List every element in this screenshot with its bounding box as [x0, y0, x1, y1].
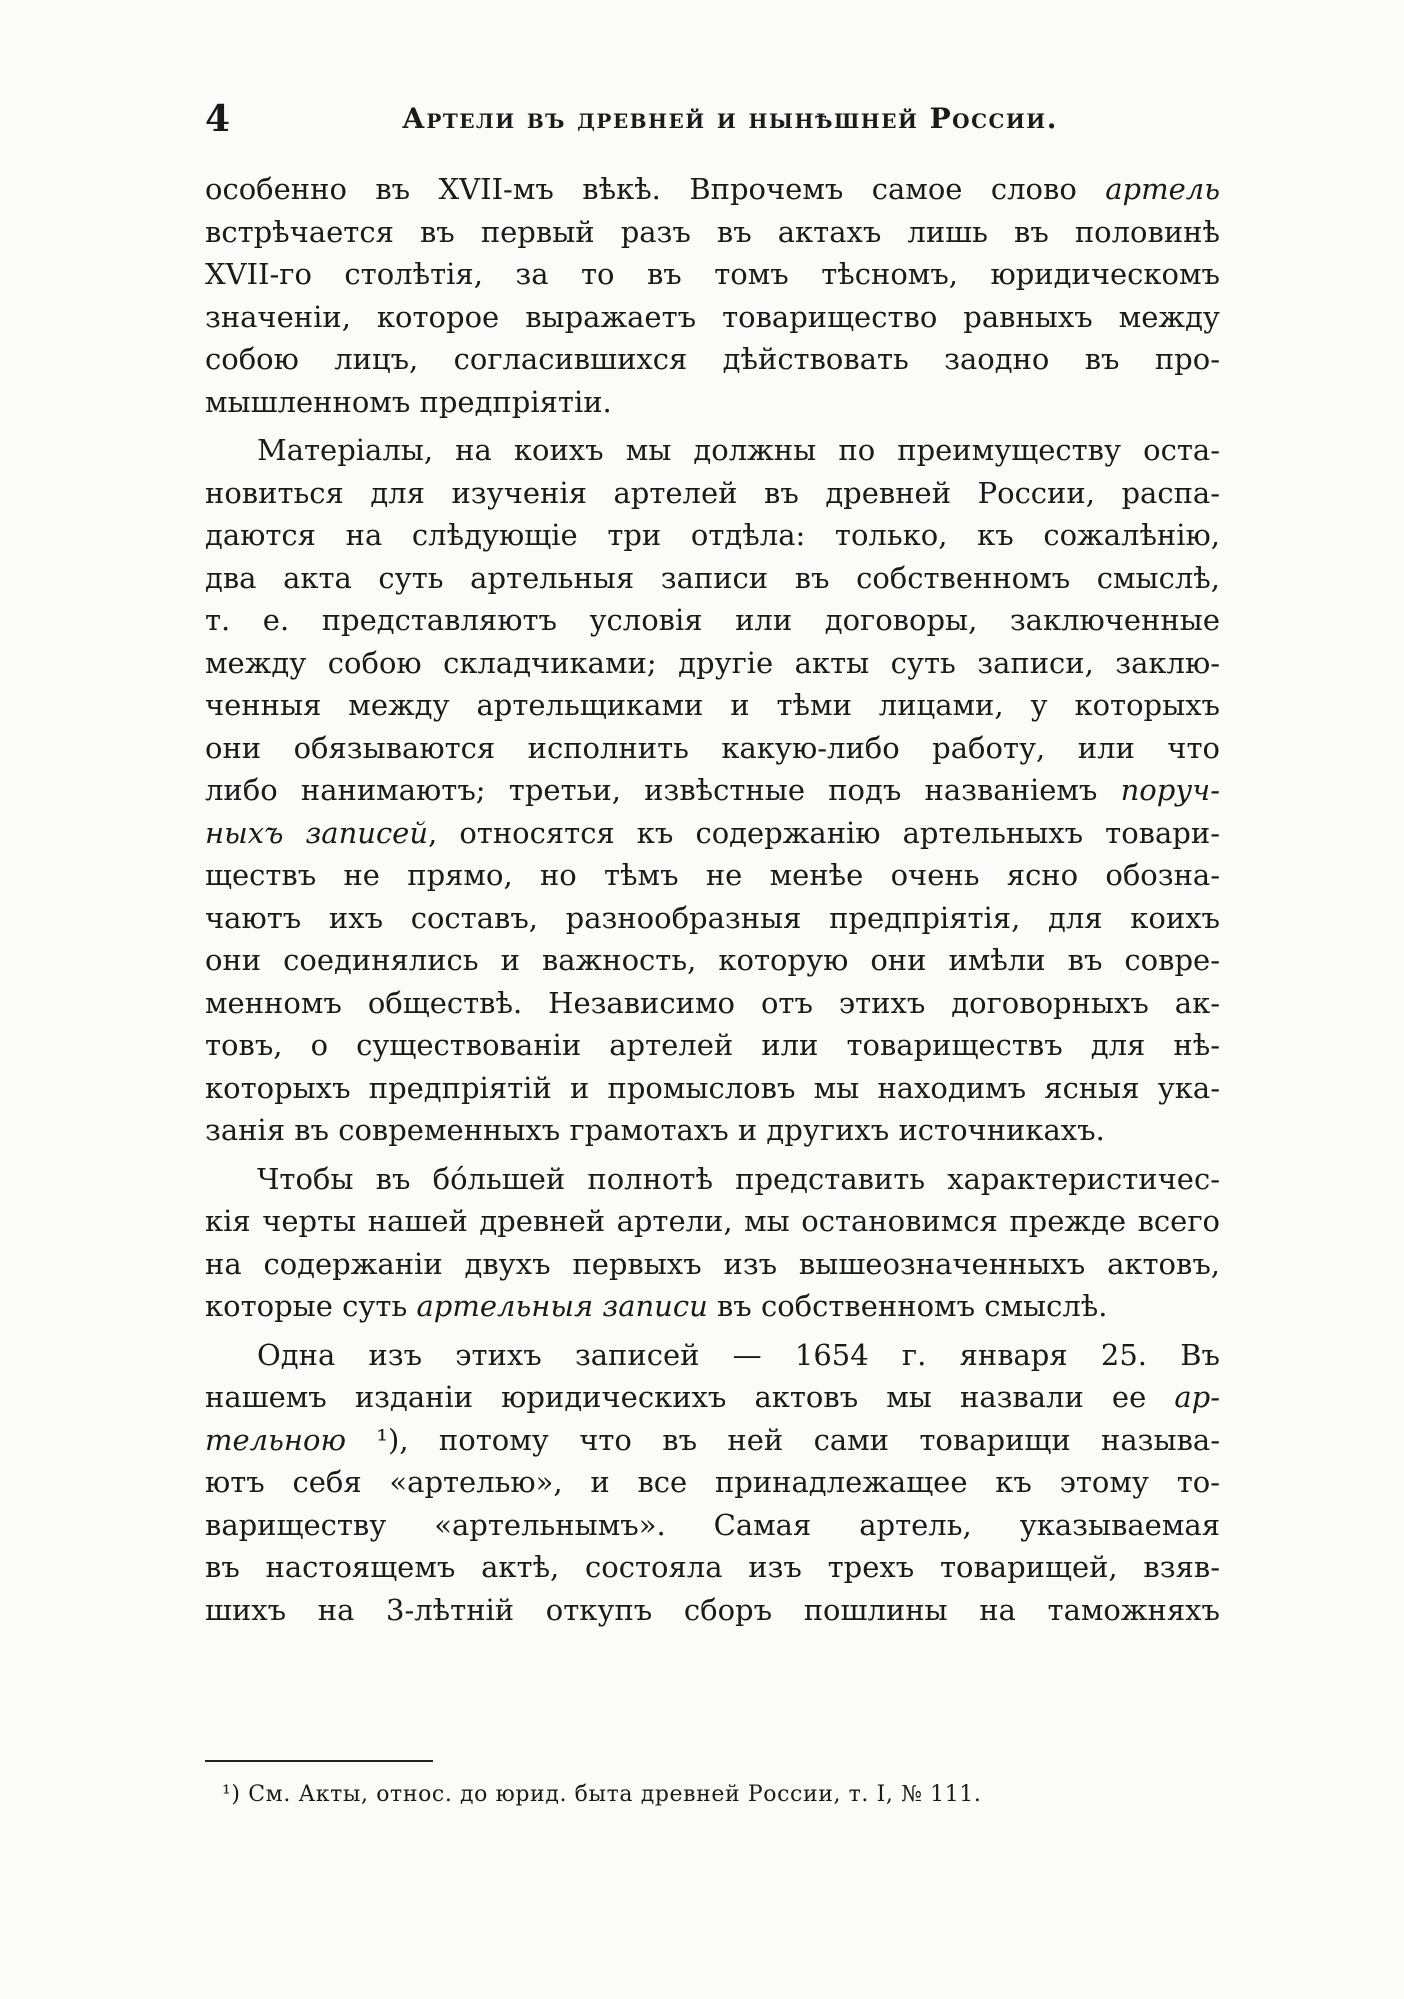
text-span: менномъ обществѣ. Независимо отъ этихъ договорныхъ ак-: [205, 985, 1220, 1020]
text-line: [205, 854, 1220, 897]
paragraph: [205, 429, 1220, 1152]
text-span: шихъ на 3-лѣтній откупъ сборъ пошлины на таможняхъ: [205, 1592, 1220, 1627]
text-span: особенно въ XVII-мъ вѣкѣ. Впрочемъ самое слово: [205, 172, 1106, 206]
text-span: Одна изъ этихъ записей — 1654 г. января 25. Въ: [257, 1337, 1220, 1372]
text-line: [205, 1376, 1220, 1419]
text-line: [205, 1200, 1220, 1243]
text-line: [205, 557, 1220, 600]
text-span: вариществу «артельнымъ». Самая артель, указываемая: [205, 1507, 1220, 1542]
text-span: , относятся къ содержанію артельныхъ товари-: [428, 815, 1220, 850]
text-span: значеніи, которое выражаетъ товарищество равныхъ между: [205, 299, 1220, 334]
text-line: [205, 684, 1220, 727]
italic-span: тельною: [205, 1422, 347, 1457]
text-line: [205, 1546, 1220, 1589]
text-line: [205, 599, 1220, 642]
text-span: ¹), потому что въ ней сами товарищи называ-: [346, 1422, 1220, 1457]
text-span: собою лицъ, согласившихся дѣйствовать заодно въ про-: [205, 342, 1220, 376]
text-line: [205, 939, 1220, 982]
text-span: т. е. представляютъ условія или договоры, заключенные: [205, 603, 1220, 637]
text-span: въ настоящемъ актѣ, состояла изъ трехъ товарищей, взяв-: [205, 1550, 1220, 1584]
text-line: [205, 1285, 1220, 1328]
text-line: [205, 168, 1220, 211]
text-span: ютъ себя «артелью», и все принадлежащее къ этому то-: [205, 1465, 1220, 1499]
text-span: товъ, о существованіи артелей или товариществъ для нѣ-: [205, 1028, 1220, 1062]
text-span: чаютъ ихъ составъ, разнообразныя предпріятія, для коихъ: [205, 900, 1220, 935]
italic-span: ныхъ записей: [205, 815, 429, 850]
text-line: [205, 1334, 1220, 1377]
text-line: [205, 1419, 1220, 1462]
text-span: встрѣчается въ первый разъ въ актахъ лишь въ половинѣ: [205, 214, 1220, 249]
text-line: [205, 211, 1220, 254]
text-line: [205, 253, 1220, 296]
text-line: [205, 812, 1220, 855]
text-span: ществъ не прямо, но тѣмъ не менѣе очень ясно обозна-: [205, 858, 1220, 892]
text-line: [205, 727, 1220, 770]
paragraph: [205, 168, 1220, 423]
italic-span: артель: [1105, 172, 1220, 206]
text-span: новиться для изученія артелей въ древней России, распа-: [205, 475, 1220, 510]
text-span: даются на слѣдующіе три отдѣла: только, къ сожалѣнію,: [205, 518, 1220, 552]
text-span: Чтобы въ бо́льшей полнотѣ представить характеристичес-: [257, 1161, 1220, 1196]
text-span: Матеріалы, на коихъ мы должны по преимуществу оста-: [257, 433, 1220, 467]
text-span: XVII-го столѣтія, за то въ томъ тѣсномъ, юридическомъ: [205, 257, 1220, 291]
text-span: мышленномъ предпріятіи.: [205, 384, 612, 419]
text-line: [205, 769, 1220, 812]
text-line: [205, 1504, 1220, 1547]
text-line: [205, 1067, 1220, 1110]
footnote-rule: [205, 1760, 433, 1762]
text-span: они соединялись и важность, которую они имѣли въ совре-: [205, 943, 1220, 977]
text-span: которые суть: [205, 1289, 417, 1323]
paragraph: [205, 1158, 1220, 1328]
text-span: которыхъ предпріятій и промысловъ мы находимъ ясныя ука-: [205, 1070, 1220, 1105]
text-span: на содержаніи двухъ первыхъ изъ вышеозначенныхъ актовъ,: [205, 1246, 1220, 1281]
text-span: они обязываются исполнить какую-либо работу, или что: [205, 730, 1220, 765]
running-head: Артели въ древней и нынѣшней России.: [402, 102, 1058, 135]
text-line: [205, 897, 1220, 940]
page-number: 4: [205, 98, 231, 140]
footnote: ¹) См. Акты, относ. до юрид. быта древней России, т. I, № 111.: [222, 1782, 982, 1807]
text-span: ченныя между артельщиками и тѣми лицами, у которыхъ: [205, 688, 1220, 722]
italic-span: поруч-: [1120, 773, 1220, 807]
text-line: [205, 1024, 1220, 1067]
text-line: [205, 429, 1220, 472]
paragraph: [205, 1334, 1220, 1632]
text-line: [205, 1461, 1220, 1504]
text-line: [205, 982, 1220, 1025]
text-line: [205, 1589, 1220, 1632]
text-span: между собою складчиками; другіе акты суть записи, заклю-: [205, 645, 1220, 680]
text-span: либо нанимаютъ; третьи, извѣстные подъ названіемъ: [205, 773, 1121, 807]
text-span: кія черты нашей древней артели, мы остановимся прежде всего: [205, 1204, 1220, 1238]
italic-span: артельныя записи: [416, 1289, 708, 1323]
text-line: [205, 472, 1220, 515]
text-line: [205, 642, 1220, 685]
page-header: [205, 94, 1095, 144]
italic-span: ар-: [1174, 1380, 1220, 1414]
text-line: [205, 1109, 1220, 1152]
text-line: [205, 1243, 1220, 1286]
text-span: нашемъ изданіи юридическихъ актовъ мы назвали ее: [205, 1380, 1175, 1414]
text-line: [205, 338, 1220, 381]
text-line: [205, 381, 1220, 424]
body-text: [205, 168, 1220, 1631]
text-line: [205, 296, 1220, 339]
text-line: [205, 1158, 1220, 1201]
text-span: въ собственномъ смыслѣ.: [707, 1289, 1108, 1323]
text-span: занія въ современныхъ грамотахъ и другихъ источникахъ.: [205, 1113, 1105, 1147]
text-span: два акта суть артельныя записи въ собственномъ смыслѣ,: [205, 560, 1220, 595]
text-line: [205, 514, 1220, 557]
